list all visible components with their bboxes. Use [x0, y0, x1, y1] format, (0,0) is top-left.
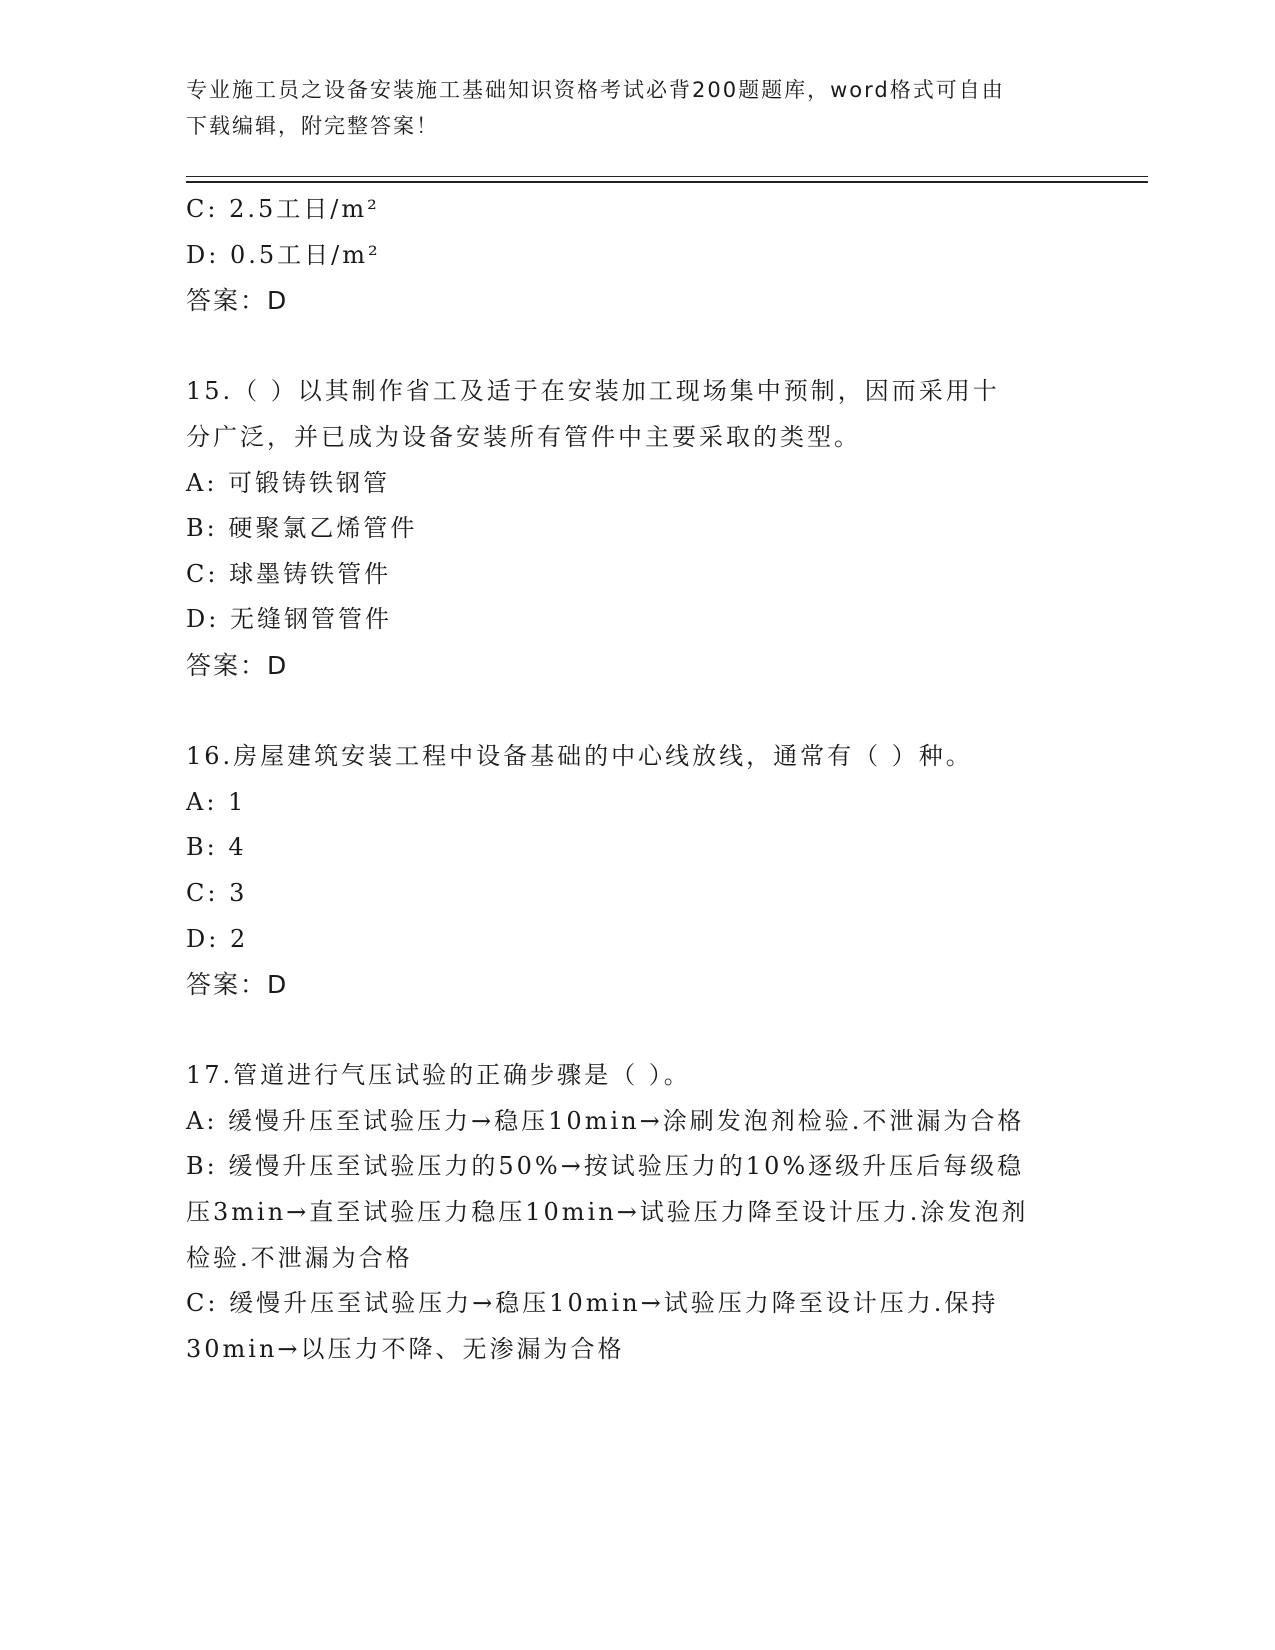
option-c: C: 球墨铸铁管件 [186, 559, 392, 588]
prev-question-block [186, 187, 1086, 324]
option-b: B: 硬聚氯乙烯管件 [186, 514, 418, 543]
answer-label: 答案：D [186, 650, 289, 680]
answer-label: 答案：D [186, 286, 289, 316]
option-c-continued: 30min→以压力不降、无渗漏为合格 [186, 1334, 625, 1363]
option-d: D: 2 [186, 924, 249, 953]
header-divider-thick [186, 181, 1148, 183]
spacer [186, 324, 1086, 370]
spacer [186, 1008, 1086, 1054]
option-b-continued: 检验.不泄漏为合格 [186, 1243, 413, 1272]
option-b-continued: 压3min→直至试验压力稳压10min→试验压力降至设计压力.涂发泡剂 [186, 1198, 1029, 1227]
question-stem-line: 分广泛，并已成为设备安装所有管件中主要采取的类型。 [186, 422, 861, 451]
option-d: D: 无缝钢管管件 [186, 605, 392, 634]
question-content [186, 187, 1086, 1372]
option-c: C: 缓慢升压至试验压力→稳压10min→试验压力降至设计压力.保持 [186, 1289, 999, 1318]
option-b: B: 4 [186, 833, 247, 862]
question-stem-line: 16.房屋建筑安装工程中设备基础的中心线放线，通常有（ ）种。 [186, 742, 973, 771]
option-a: A: 1 [186, 787, 247, 816]
header-line-2: 下载编辑，附完整答案！ [186, 114, 439, 138]
header-line-1: 专业施工员之设备安装施工基础知识资格考试必背200题题库，word格式可自由 [186, 78, 1005, 102]
spacer [186, 689, 1086, 735]
question-stem-line: 17.管道进行气压试验的正确步骤是（ ）。 [186, 1061, 691, 1090]
header-divider-thin [186, 176, 1148, 177]
document-header [186, 72, 1066, 144]
question-17 [186, 1053, 1086, 1372]
question-16 [186, 734, 1086, 1008]
answer-label: 答案：D [186, 970, 289, 1000]
question-15 [186, 369, 1086, 688]
option-b: B: 缓慢升压至试验压力的50%→按试验压力的10%逐级升压后每级稳 [186, 1152, 1025, 1181]
option-c: C: 2.5工日/m² [186, 195, 380, 223]
option-a: A: 缓慢升压至试验压力→稳压10min→涂刷发泡剂检验.不泄漏为合格 [186, 1106, 1025, 1135]
option-a: A: 可锻铸铁钢管 [186, 468, 391, 497]
option-c: C: 3 [186, 878, 248, 907]
option-d: D: 0.5工日/m² [186, 240, 381, 269]
question-stem-line: 15.（ ）以其制作省工及适于在安装加工现场集中预制，因而采用十 [186, 377, 1000, 406]
